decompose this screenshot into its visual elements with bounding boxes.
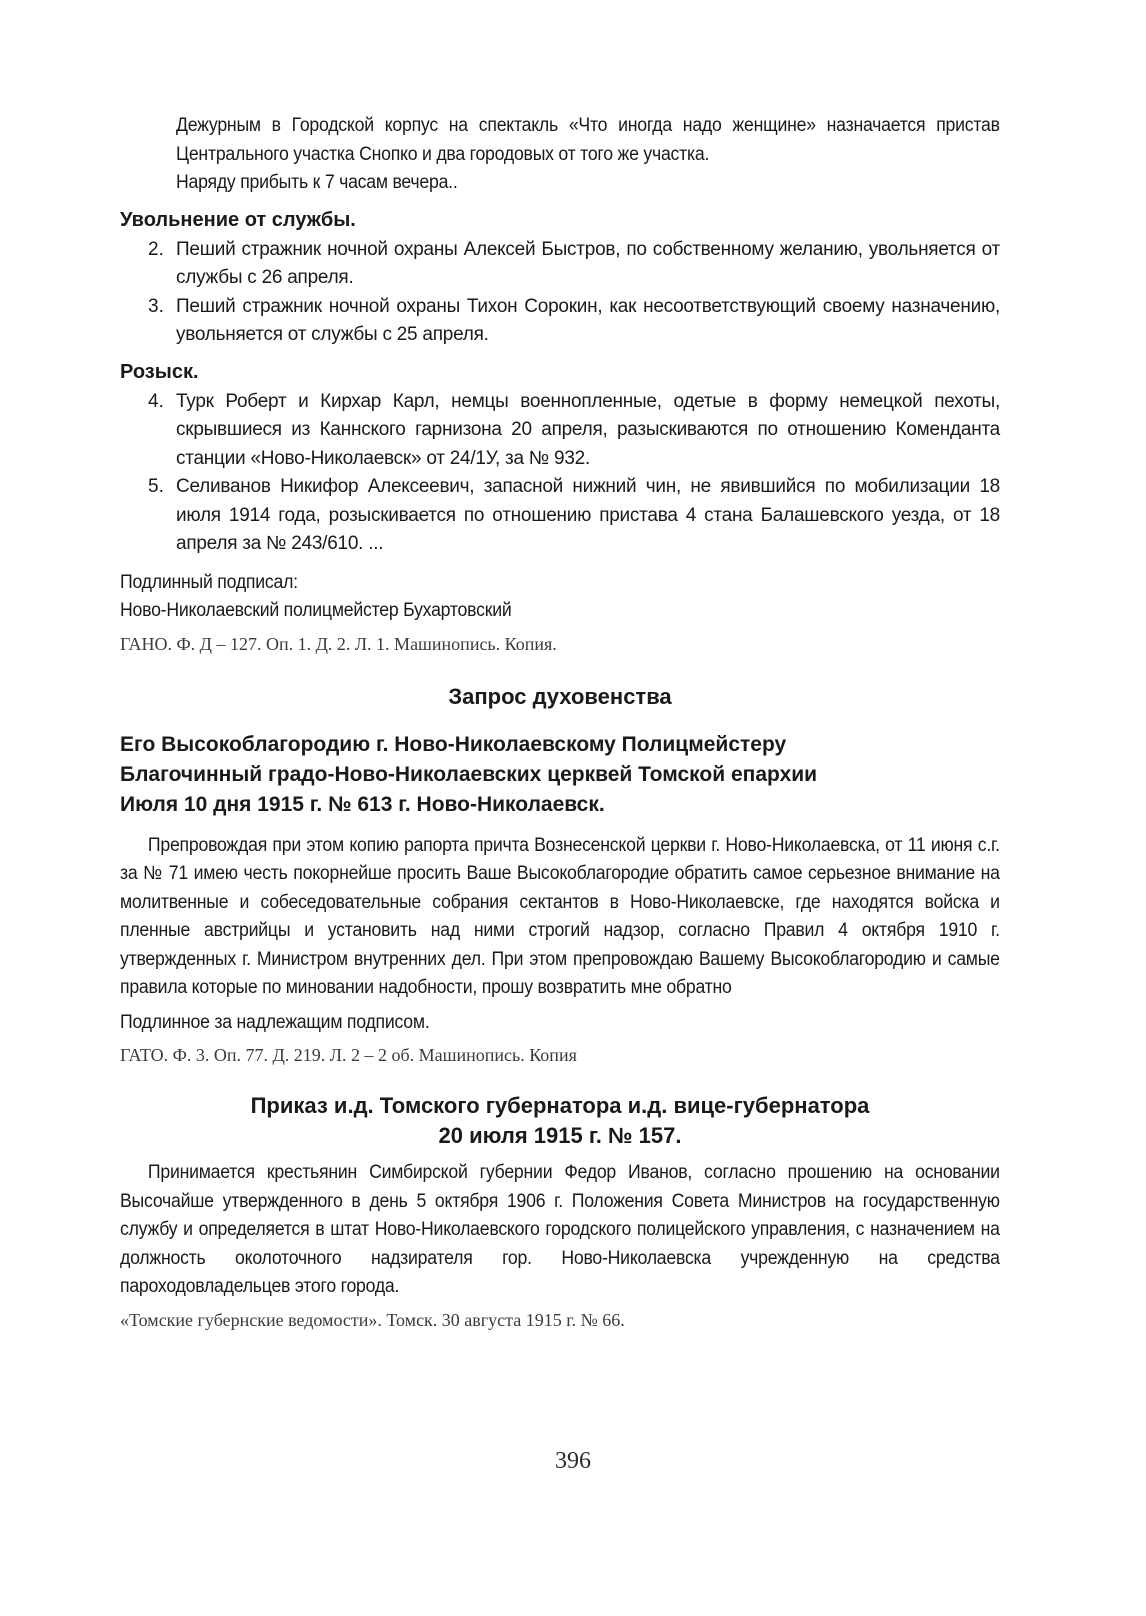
item-number: 3. (148, 295, 164, 317)
list-item (148, 388, 1000, 474)
order-title-line-1: Приказ и.д. Томского губернатора и.д. вице-губернатора (250, 1093, 870, 1118)
dismissal-heading: Увольнение от службы. (120, 208, 356, 231)
page-number: 396 (555, 1448, 591, 1474)
item-text: Пеший стражник ночной охраны Алексей Быстров, по собственному желанию, увольняется от службы с 26 апреля. (176, 238, 1000, 288)
item-text: Пеший стражник ночной охраны Тихон Сорокин, как несоответствующий своему назначению, увольняется от службы с 25 апреля. (176, 295, 1000, 345)
item-number: 2. (148, 238, 164, 260)
archive-source: ГАНО. Ф. Д – 127. Оп. 1. Д. 2. Л. 1. Машинопись. Копия. (120, 633, 557, 654)
archive-source: «Томские губернские ведомости». Томск. 30 августа 1915 г. № 66. (120, 1309, 625, 1330)
order-body: Принимается крестьянин Симбирской губернии Федор Иванов, согласно прошению на основании Высочайше утвержденного в день 5 октября 1906 г. Положения Совета Министров на государственную службу и определяется в штат Ново-Николаевского городского полицейского управления, с назначением на должность околоточного надзирателя гор. Ново-Николаевска учрежденную на средства пароходовладельцев этого города. (120, 1162, 1000, 1297)
order-section (120, 1091, 1000, 1334)
signature-line-1: Подлинный подписал: (120, 571, 298, 593)
item-number: 5. (148, 476, 164, 497)
item-number: 4. (148, 390, 164, 412)
clergy-head-line-1: Его Высокоблагородию г. Ново-Николаевскому Полицмейстеру (120, 732, 787, 756)
clergy-head-line-3: Июля 10 дня 1915 г. № 613 г. Ново-Николаевск. (120, 792, 605, 816)
clergy-title: Запрос духовенства (448, 683, 672, 709)
clergy-header (120, 730, 1000, 820)
list-item (148, 236, 1000, 293)
item-text: Турк Роберт и Кирхар Карл, немцы военнопленные, одетые в форму немецкой пехоты, скрывшиеся из Каннского гарнизона 20 апреля, разыскиваются по отношению Коменданта станции «Ново-Николаевск» от 24/1У, за № 932. (176, 390, 1000, 469)
search-heading: Розыск. (120, 360, 199, 383)
clergy-head-line-2: Благочинный градо-Ново-Николаевских церквей Томской епархии (120, 762, 818, 786)
list-item (148, 293, 1000, 350)
page-content (120, 112, 1000, 1334)
signature-block (120, 569, 1000, 658)
clergy-body: Препровождая при этом копию рапорта причта Вознесенской церкви г. Ново-Николаевска, от 11 июня с.г. за № 71 имею честь покорнейше просить Ваше Высокоблагородие обратить самое серьезное внимание на молитвенные и собеседовательные собрания сектантов в Ново-Николаевске, где находятся войска и пленные австрийцы и установить над ними строгий надзор, согласно Правил 4 октября 1910 г. утвержденных г. Министром внутренних дел. При этом препровождаю Вашему Высокоблагородию и самые правила которые по миновании надобности, прошу возвратить мне обратно (120, 834, 1000, 998)
clergy-signed: Подлинное за надлежащим подписом. (120, 1011, 430, 1033)
clergy-section (120, 682, 1000, 1070)
intro-block (120, 112, 1000, 198)
list-item (148, 473, 1000, 559)
archive-source: ГАТО. Ф. 3. Оп. 77. Д. 219. Л. 2 – 2 об. Машинопись. Копия (120, 1045, 577, 1065)
intro-line-2: Наряду прибыть к 7 часам вечера.. (176, 172, 458, 193)
order-title-line-2: 20 июля 1915 г. № 157. (438, 1123, 682, 1148)
intro-line-1: Дежурным в Городской корпус на спектакль «Что иногда надо женщине» назначается пристав Центрального участка Снопко и два городовых от того же участка. (176, 115, 1000, 165)
signature-line-2: Ново-Николаевский полицмейстер Бухартовский (120, 600, 512, 621)
item-text: Селиванов Никифор Алексеевич, запасной нижний чин, не явившийся по мобилизации 18 июля 1914 года, розыскивается по отношению пристава 4 стана Балашевского уезда, от 18 апреля за № 243/610. ... (176, 476, 1000, 554)
